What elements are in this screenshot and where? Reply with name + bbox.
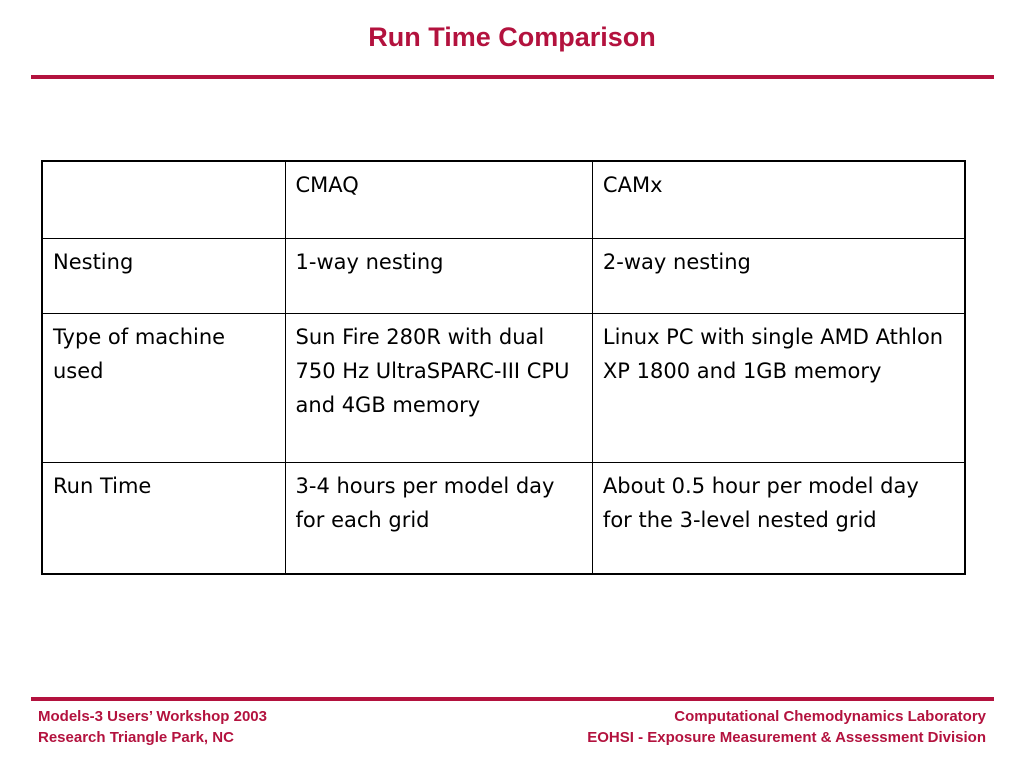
footer-division: EOHSI - Exposure Measurement & Assessment Division xyxy=(587,729,986,746)
cell-cmaq-machine: Sun Fire 280R with dual 750 Hz UltraSPARC-III CPU and 4GB memory xyxy=(285,314,592,463)
footer-left xyxy=(38,706,267,748)
slide-title: Run Time Comparison xyxy=(368,22,656,52)
table-row xyxy=(42,314,965,463)
header-cell-empty xyxy=(42,161,285,239)
cell-camx-nesting: 2-way nesting xyxy=(592,239,965,314)
header-cell-camx: CAMx xyxy=(592,161,965,239)
footer-right xyxy=(587,706,986,748)
table-row xyxy=(42,239,965,314)
footer-divider xyxy=(31,697,994,701)
row-label-run-time: Run Time xyxy=(42,463,285,575)
cell-camx-run-time: About 0.5 hour per model day for the 3-level nested grid xyxy=(592,463,965,575)
table-row xyxy=(42,463,965,575)
cell-cmaq-run-time: 3-4 hours per model day for each grid xyxy=(285,463,592,575)
footer-workshop: Models-3 Users’ Workshop 2003 xyxy=(38,708,267,725)
cell-cmaq-nesting: 1-way nesting xyxy=(285,239,592,314)
cell-camx-machine: Linux PC with single AMD Athlon XP 1800 and 1GB memory xyxy=(592,314,965,463)
row-label-machine: Type of machine used xyxy=(42,314,285,463)
footer-location: Research Triangle Park, NC xyxy=(38,729,234,746)
row-label-nesting: Nesting xyxy=(42,239,285,314)
comparison-table xyxy=(41,160,966,575)
footer-lab: Computational Chemodynamics Laboratory xyxy=(674,708,986,725)
header-cell-cmaq: CMAQ xyxy=(285,161,592,239)
table-header-row xyxy=(42,161,965,239)
title-divider xyxy=(31,75,994,79)
